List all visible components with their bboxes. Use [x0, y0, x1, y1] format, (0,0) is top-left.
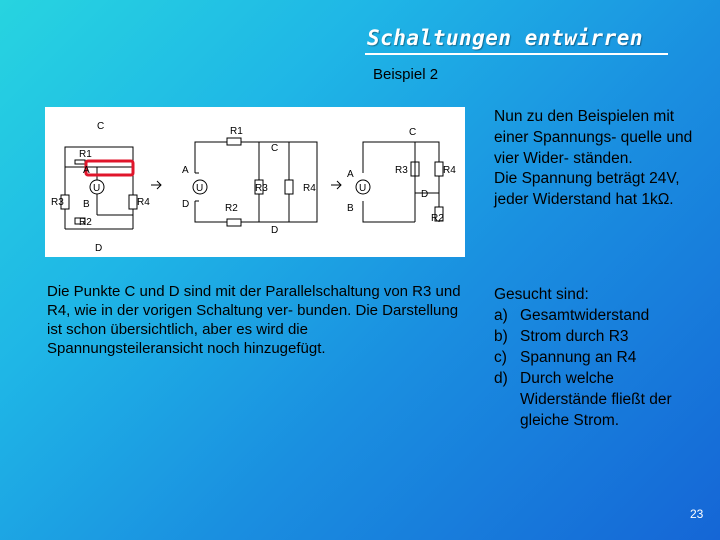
label-r2: R2 [79, 217, 92, 228]
r1-resistor [227, 138, 241, 145]
tasks-heading: Gesucht sind: [494, 286, 589, 303]
r1-resistor [75, 160, 85, 164]
highlight-box [86, 161, 133, 175]
label-r4: R4 [137, 197, 150, 208]
circuit-figure [45, 107, 465, 257]
label-a3: A [347, 169, 354, 180]
label-r2: R2 [225, 203, 238, 214]
task-text: Gesamtwiderstand [520, 307, 650, 324]
label-a2: A [182, 165, 189, 176]
circuit-1 [51, 121, 150, 254]
task-text: Durch welche Widerstände fließt der gleiche Strom. [520, 370, 672, 429]
slide-title: Schaltungen entwirren [367, 26, 644, 50]
title-underline [365, 53, 668, 55]
label-c3: C [409, 127, 417, 138]
label-r2: R2 [431, 213, 444, 224]
intro-paragraph-2: Die Spannung beträgt 24V, jeder Widerstand hat 1kΩ. [494, 170, 680, 209]
arrow-icon [331, 181, 341, 189]
task-letter: a) [494, 307, 508, 324]
description-text: Die Punkte C und D sind mit der Parallelschaltung von R3 und R4, wie in der vorigen Schaltung ver- bunden. Die Darstellung ist schon übersichtlich, aber es wird die Spannungsteileransicht noch hinzugefügt. [47, 283, 461, 357]
page-number: 23 [690, 507, 704, 521]
r2-resistor [227, 219, 241, 226]
r4-resistor [285, 180, 293, 194]
label-d1: D [95, 243, 103, 254]
label-d3: D [271, 225, 279, 236]
circuit-2 [182, 126, 317, 236]
task-letter: d) [494, 370, 508, 387]
label-d4: D [421, 189, 429, 200]
label-d2: D [182, 199, 190, 210]
label-r3: R3 [395, 165, 408, 176]
intro-paragraph-1: Nun zu den Beispielen mit einer Spannungs- quelle und vier Wider- ständen. [494, 108, 693, 167]
task-letter: b) [494, 328, 508, 345]
task-text: Spannung an R4 [520, 349, 637, 366]
tasks-block [494, 284, 704, 431]
label-u1: U [93, 183, 101, 194]
label-c2: C [271, 143, 279, 154]
label-r1: R1 [230, 126, 243, 137]
task-item [494, 326, 704, 347]
label-c1: C [97, 121, 105, 132]
label-u2: U [196, 183, 204, 194]
intro-block [494, 107, 694, 211]
label-a1: A [83, 165, 90, 176]
label-r3: R3 [51, 197, 64, 208]
task-letter: c) [494, 349, 507, 366]
r4-resistor [129, 195, 137, 209]
label-r1: R1 [79, 149, 92, 160]
r4-resistor [435, 162, 443, 176]
label-b1: B [83, 199, 90, 210]
task-item [494, 347, 704, 368]
task-item [494, 368, 704, 431]
arrow-icon [151, 181, 161, 189]
slide-subtitle: Beispiel 2 [373, 66, 439, 83]
task-item [494, 305, 704, 326]
label-b3: B [347, 203, 354, 214]
label-r4: R4 [443, 165, 456, 176]
label-r3: R3 [255, 183, 268, 194]
label-u3: U [359, 183, 367, 194]
label-r4: R4 [303, 183, 316, 194]
circuit-3 [347, 127, 456, 224]
task-text: Strom durch R3 [520, 328, 629, 345]
